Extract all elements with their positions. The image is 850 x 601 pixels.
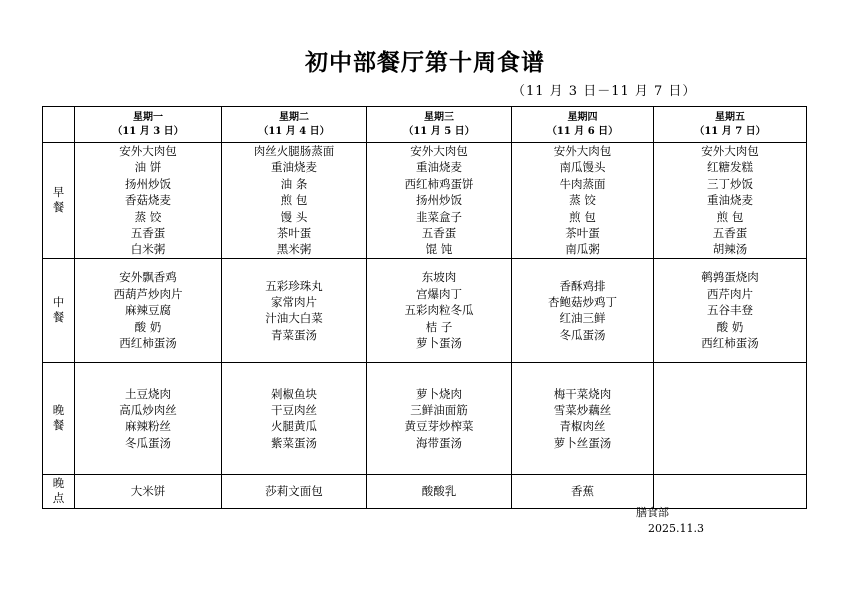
menu-item: 馒 头 bbox=[280, 209, 308, 224]
day-name: 星期四 bbox=[567, 111, 598, 123]
menu-item: 三鲜油面筋 bbox=[410, 402, 468, 417]
menu-item: 酸酸乳 bbox=[421, 484, 457, 499]
header-row bbox=[43, 107, 807, 143]
snack-row bbox=[43, 474, 807, 508]
menu-item: 香蕉 bbox=[571, 484, 594, 499]
meal-label-char: 晚 bbox=[52, 476, 65, 491]
meal-label-char: 早 bbox=[52, 185, 65, 200]
menu-item: 雪菜炒藕丝 bbox=[553, 402, 612, 417]
day-name: 星期一 bbox=[133, 111, 163, 123]
menu-item: 韭菜盒子 bbox=[416, 209, 462, 224]
menu-item: 五谷丰登 bbox=[707, 303, 753, 318]
menu-item: 汁油大白菜 bbox=[265, 311, 323, 326]
menu-item: 红糖发糕 bbox=[707, 160, 753, 175]
menu-item: 西葫芦炒肉片 bbox=[113, 286, 183, 301]
menu-item: 安外大肉包 bbox=[553, 144, 612, 158]
menu-item: 煎 包 bbox=[716, 209, 744, 224]
menu-item: 安外飘香鸡 bbox=[119, 270, 177, 285]
lunch-cell-day-2 bbox=[222, 258, 367, 362]
day-name: 星期三 bbox=[424, 111, 454, 123]
menu-table bbox=[42, 106, 807, 509]
menu-item: 肉丝火腿肠蒸面 bbox=[253, 144, 335, 158]
menu-item: 安外大肉包 bbox=[410, 144, 468, 158]
lunch-label bbox=[43, 258, 75, 362]
menu-item: 萝卜蛋汤 bbox=[416, 335, 462, 350]
lunch-cell-day-5 bbox=[654, 258, 807, 362]
snack-cell-day-3 bbox=[367, 474, 512, 508]
menu-item: 大米饼 bbox=[130, 484, 166, 499]
menu-item: 黑米粥 bbox=[276, 242, 312, 257]
menu-item: 南瓜馒头 bbox=[559, 160, 606, 175]
menu-item: 牛肉蒸面 bbox=[559, 176, 606, 191]
day-header-2 bbox=[222, 107, 367, 143]
menu-item: 紫菜蛋汤 bbox=[271, 435, 317, 450]
breakfast-row bbox=[43, 143, 807, 259]
day-date: （11 月 6 日） bbox=[546, 125, 619, 137]
menu-item: 西红柿蛋汤 bbox=[701, 335, 759, 350]
menu-item: 南瓜粥 bbox=[565, 242, 600, 257]
menu-item: 胡辣汤 bbox=[712, 242, 748, 257]
breakfast-cell-day-3 bbox=[367, 143, 512, 259]
menu-item: 西芹肉片 bbox=[707, 286, 753, 301]
menu-item: 萝卜丝蛋汤 bbox=[553, 435, 612, 450]
menu-item: 萝卜烧肉 bbox=[416, 386, 462, 401]
lunch-row bbox=[43, 258, 807, 362]
day-date: （11 月 4 日） bbox=[258, 125, 330, 137]
menu-item: 东坡肉 bbox=[421, 270, 457, 285]
menu-item: 麻辣粉丝 bbox=[125, 419, 171, 434]
menu-item: 茶叶蛋 bbox=[276, 226, 312, 241]
menu-item: 茶叶蛋 bbox=[565, 226, 600, 241]
day-date: （11 月 5 日） bbox=[403, 125, 475, 137]
dinner-cell-day-5 bbox=[654, 362, 807, 474]
menu-item: 剁椒鱼块 bbox=[271, 386, 317, 401]
date-range: （11 月 3 日－11 月 7 日） bbox=[512, 84, 697, 99]
menu-item: 西红柿鸡蛋饼 bbox=[404, 176, 474, 191]
menu-item: 梅干菜烧肉 bbox=[553, 386, 612, 401]
meal-label-char: 餐 bbox=[52, 310, 65, 325]
menu-item: 煎 包 bbox=[569, 209, 596, 224]
menu-item: 白米粥 bbox=[130, 242, 166, 257]
menu-item: 油 条 bbox=[280, 176, 308, 191]
dinner-cell-day-3 bbox=[367, 362, 512, 474]
menu-item: 扬州炒饭 bbox=[125, 176, 171, 191]
menu-item: 酸 奶 bbox=[716, 319, 744, 334]
footer-department: 膳食部 bbox=[636, 506, 669, 519]
menu-item: 蒸 饺 bbox=[569, 193, 596, 208]
menu-item: 五彩珍珠丸 bbox=[265, 278, 323, 293]
menu-item: 五彩肉粒冬瓜 bbox=[404, 303, 474, 318]
dinner-cell-day-2 bbox=[222, 362, 367, 474]
breakfast-cell-day-1 bbox=[75, 143, 222, 259]
dinner-label bbox=[43, 362, 75, 474]
menu-item: 油 饼 bbox=[134, 160, 162, 175]
day-name: 星期二 bbox=[279, 111, 309, 123]
day-header-3 bbox=[367, 107, 512, 143]
day-header-1 bbox=[75, 107, 222, 143]
menu-item: 青椒肉丝 bbox=[559, 419, 606, 434]
menu-item: 杏鲍菇炒鸡丁 bbox=[548, 294, 617, 309]
menu-item: 红油三鲜 bbox=[559, 311, 606, 326]
menu-item: 麻辣豆腐 bbox=[125, 303, 171, 318]
breakfast-cell-day-4 bbox=[512, 143, 654, 259]
menu-item: 冬瓜蛋汤 bbox=[559, 327, 606, 342]
menu-item: 五香蛋 bbox=[130, 226, 166, 241]
snack-cell-day-5 bbox=[654, 474, 807, 508]
menu-item: 土豆烧肉 bbox=[125, 386, 171, 401]
snack-cell-day-1 bbox=[75, 474, 222, 508]
menu-item: 家常肉片 bbox=[271, 294, 317, 309]
snack-cell-day-4 bbox=[512, 474, 654, 508]
menu-item: 香菇烧麦 bbox=[125, 193, 171, 208]
dinner-cell-day-4 bbox=[512, 362, 654, 474]
menu-item: 五香蛋 bbox=[712, 226, 748, 241]
menu-item: 桔 子 bbox=[425, 319, 453, 334]
menu-item: 鹌鹑蛋烧肉 bbox=[701, 270, 759, 285]
menu-item: 重油烧麦 bbox=[271, 160, 317, 175]
corner-cell bbox=[43, 107, 75, 143]
day-date: （11 月 7 日） bbox=[694, 125, 766, 137]
menu-item: 安外大肉包 bbox=[119, 144, 177, 158]
lunch-cell-day-1 bbox=[75, 258, 222, 362]
menu-item: 高瓜炒肉丝 bbox=[119, 402, 177, 417]
lunch-cell-day-4 bbox=[512, 258, 654, 362]
menu-item: 干豆肉丝 bbox=[271, 402, 317, 417]
menu-item: 重油烧麦 bbox=[707, 193, 753, 208]
page-title: 初中部餐厅第十周食谱 bbox=[305, 49, 545, 76]
meal-label-char: 晚 bbox=[52, 403, 65, 418]
snack-cell-day-2 bbox=[222, 474, 367, 508]
day-header-4 bbox=[512, 107, 654, 143]
menu-item: 重油烧麦 bbox=[416, 160, 462, 175]
lunch-cell-day-3 bbox=[367, 258, 512, 362]
meal-label-char: 点 bbox=[52, 491, 65, 506]
meal-label-char: 餐 bbox=[52, 418, 65, 433]
menu-item: 火腿黄瓜 bbox=[271, 419, 317, 434]
dinner-row bbox=[43, 362, 807, 474]
breakfast-cell-day-5 bbox=[654, 143, 807, 259]
day-name: 星期五 bbox=[715, 111, 745, 123]
menu-item: 宫爆肉丁 bbox=[416, 286, 462, 301]
menu-item: 莎莉文面包 bbox=[265, 484, 323, 499]
meal-label-char: 中 bbox=[52, 295, 65, 310]
menu-item: 馄 饨 bbox=[425, 242, 453, 257]
breakfast-cell-day-2 bbox=[222, 143, 367, 259]
menu-item: 西红柿蛋汤 bbox=[119, 335, 177, 350]
snack-label bbox=[43, 474, 75, 508]
breakfast-label bbox=[43, 143, 75, 259]
meal-label-char: 餐 bbox=[52, 200, 65, 215]
menu-item: 煎 包 bbox=[280, 193, 308, 208]
menu-item: 扬州炒饭 bbox=[416, 193, 462, 208]
day-header-5 bbox=[654, 107, 807, 143]
menu-item: 酸 奶 bbox=[134, 319, 162, 334]
menu-item: 香酥鸡排 bbox=[559, 278, 606, 293]
menu-item: 五香蛋 bbox=[421, 226, 457, 241]
menu-item: 黄豆芽炒榨菜 bbox=[404, 419, 474, 434]
menu-item: 安外大肉包 bbox=[701, 144, 759, 158]
menu-item: 青菜蛋汤 bbox=[271, 327, 317, 342]
menu-item: 三丁炒饭 bbox=[707, 176, 753, 191]
menu-item: 蒸 饺 bbox=[134, 209, 162, 224]
menu-item: 海带蛋汤 bbox=[416, 435, 462, 450]
dinner-cell-day-1 bbox=[75, 362, 222, 474]
menu-item: 冬瓜蛋汤 bbox=[125, 435, 171, 450]
footer-date: 2025.11.3 bbox=[648, 522, 704, 535]
day-date: （11 月 3 日） bbox=[112, 125, 184, 137]
